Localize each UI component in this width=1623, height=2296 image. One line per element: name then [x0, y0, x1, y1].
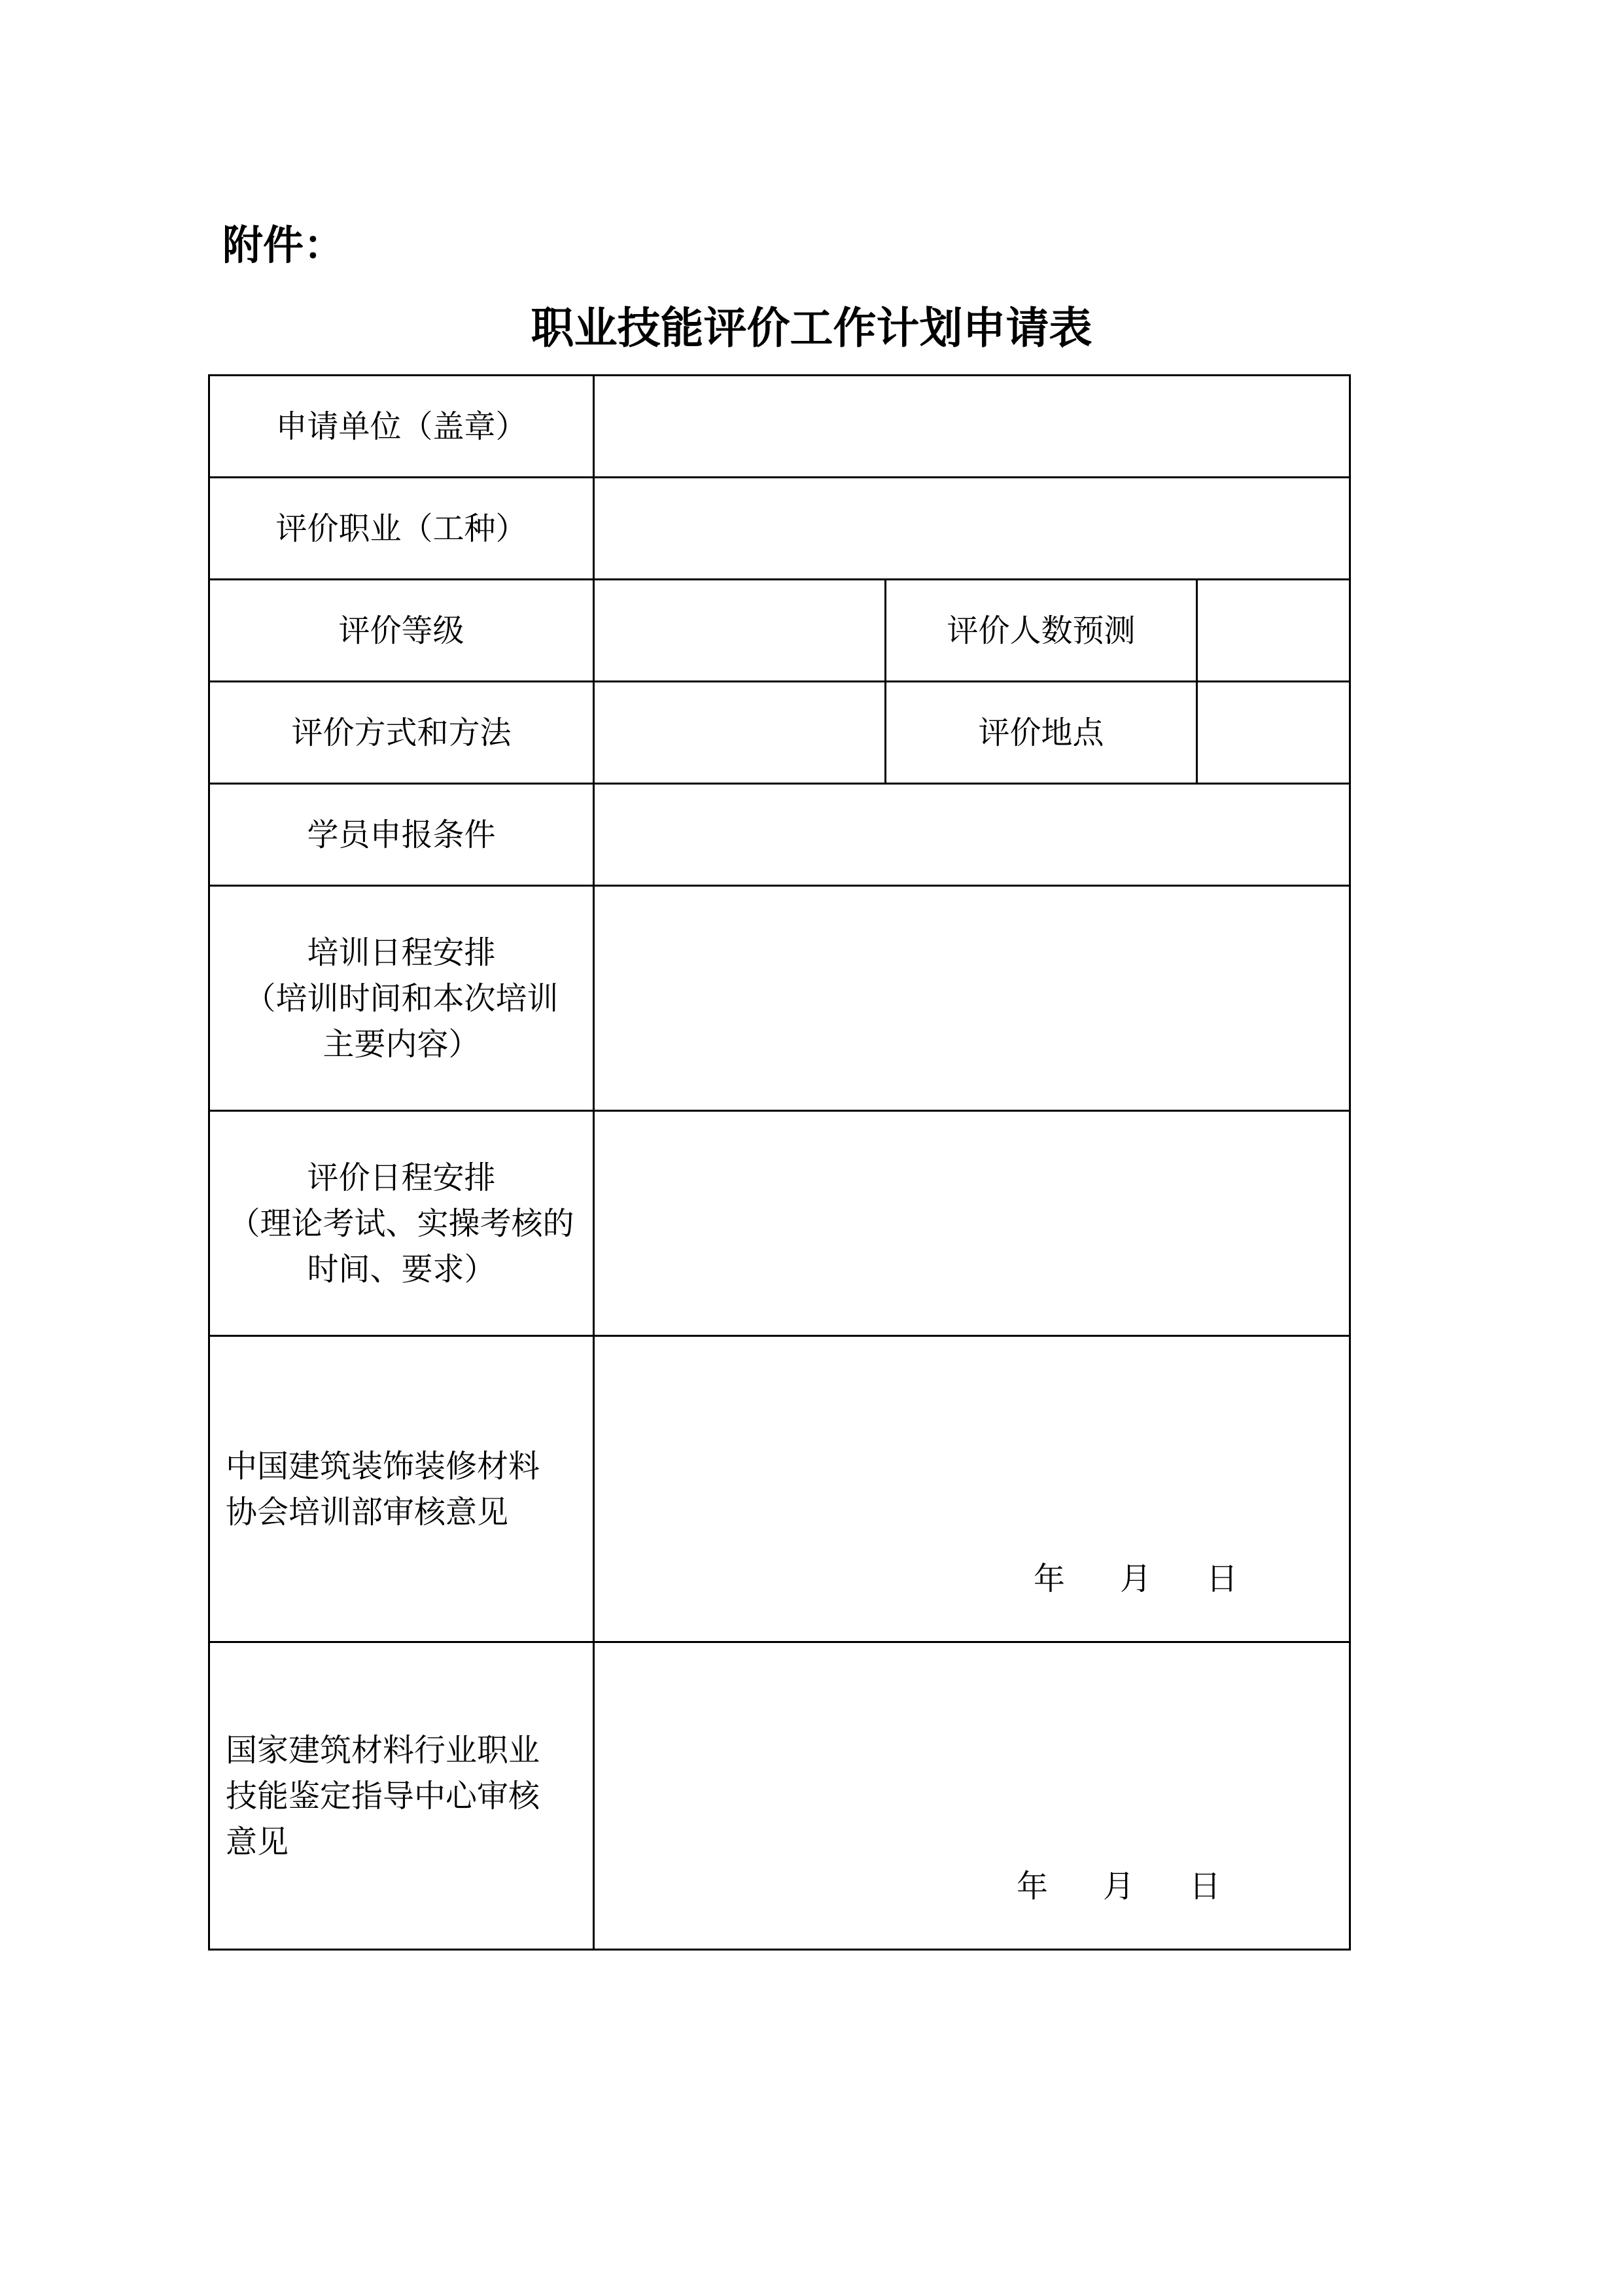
row-method	[209, 682, 1350, 784]
date-month-label: 月	[1119, 1561, 1151, 1597]
evaluation-field[interactable]	[594, 1111, 1350, 1336]
training-label	[209, 886, 594, 1111]
evaluation-label-line: 时间、要求）	[307, 1250, 496, 1288]
form-title: 职业技能评价工作计划申请表	[531, 303, 1092, 353]
center-review-date	[1017, 1863, 1221, 1909]
row-association-review	[209, 1336, 1350, 1642]
center-review-label-line: 技能鉴定指导中心审核	[226, 1777, 540, 1814]
center-review-label	[209, 1642, 594, 1950]
location-field[interactable]	[1197, 682, 1350, 784]
occupation-label: 评价职业（工种）	[209, 478, 594, 580]
association-review-label-line: 协会培训部审核意见	[226, 1493, 509, 1530]
conditions-label: 学员申报条件	[209, 784, 594, 886]
level-field[interactable]	[594, 580, 886, 682]
center-review-label-line: 意见	[226, 1823, 289, 1860]
training-label-line: （培训时间和本次培训	[244, 980, 559, 1017]
association-review-date	[1034, 1556, 1238, 1602]
evaluation-label-line: 评价日程安排	[307, 1159, 496, 1196]
center-review-label-line: 国家建筑材料行业职业	[226, 1731, 540, 1769]
level-label: 评价等级	[209, 580, 594, 682]
row-level	[209, 580, 1350, 682]
association-review-field[interactable]	[594, 1336, 1350, 1642]
applicant-label: 申请单位（盖章）	[209, 376, 594, 478]
association-review-label	[209, 1336, 594, 1642]
row-evaluation	[209, 1111, 1350, 1336]
headcount-label: 评价人数预测	[886, 580, 1197, 682]
date-month-label: 月	[1102, 1868, 1134, 1905]
row-training	[209, 886, 1350, 1111]
date-day-label: 日	[1189, 1868, 1221, 1905]
row-center-review	[209, 1642, 1350, 1950]
date-year-label: 年	[1033, 1561, 1065, 1597]
row-conditions	[209, 784, 1350, 886]
evaluation-label	[209, 1111, 594, 1336]
date-day-label: 日	[1206, 1561, 1238, 1597]
association-review-label-line: 中国建筑装饰装修材料	[226, 1447, 540, 1485]
application-form-table	[208, 374, 1351, 1951]
training-label-line: 培训日程安排	[307, 934, 496, 971]
row-occupation	[209, 478, 1350, 580]
evaluation-label-line: （理论考试、实操考核的	[228, 1205, 574, 1242]
attachment-label: 附件：	[222, 221, 345, 269]
training-field[interactable]	[594, 886, 1350, 1111]
center-review-field[interactable]	[594, 1642, 1350, 1950]
method-field[interactable]	[594, 682, 886, 784]
row-applicant	[209, 376, 1350, 478]
headcount-field[interactable]	[1197, 580, 1350, 682]
method-label: 评价方式和方法	[209, 682, 594, 784]
date-year-label: 年	[1016, 1868, 1048, 1905]
occupation-field[interactable]	[594, 478, 1350, 580]
applicant-field[interactable]	[594, 376, 1350, 478]
location-label: 评价地点	[886, 682, 1197, 784]
training-label-line: 主要内容）	[323, 1025, 480, 1063]
conditions-field[interactable]	[594, 784, 1350, 886]
